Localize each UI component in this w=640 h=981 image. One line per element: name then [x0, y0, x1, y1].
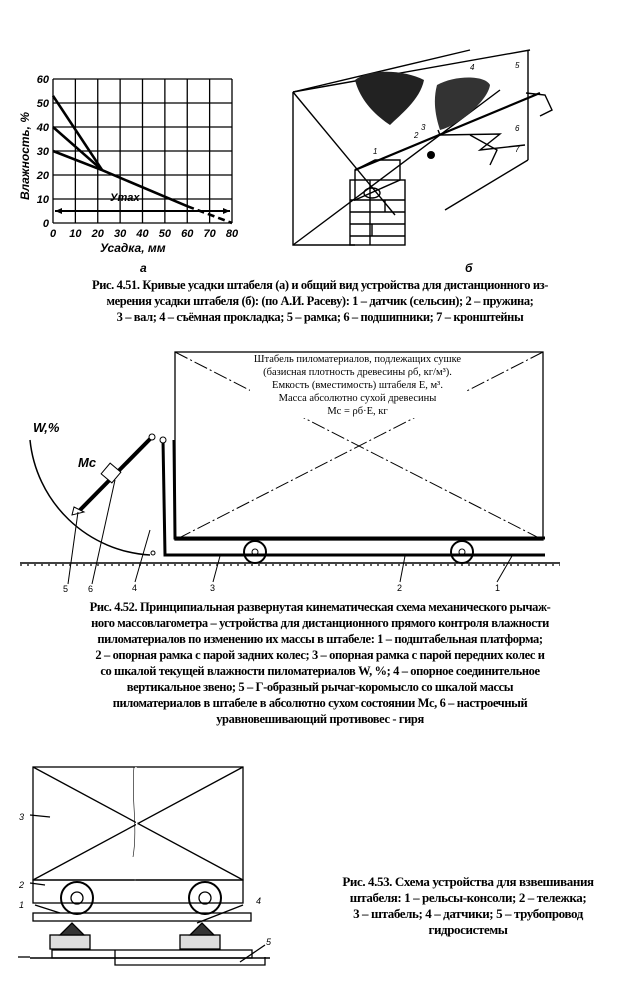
fig451b-label-3: 3	[421, 123, 426, 132]
fig452-label-5: 5	[63, 584, 69, 594]
box-text-line: Штабель пиломатериалов, подлежащих сушке	[253, 354, 462, 365]
x-tick-label: 20	[91, 228, 104, 240]
fig453-label-3: 3	[19, 812, 25, 822]
fig453-label-1: 1	[19, 900, 25, 910]
fig453-label-2: 2	[19, 880, 25, 890]
caption-line: 2 – опорная рамка с парой задних колес; 3 – опорная рамка с парой передних колес и	[95, 648, 545, 662]
subfigure-a-label: а	[140, 261, 147, 275]
caption-line: штабеля: 1 – рельсы-консоли; 2 – тележка;	[349, 890, 587, 905]
dry-mass-label: Mc	[78, 455, 97, 470]
fig451b-label-4: 4	[470, 63, 475, 72]
caption-line: со шкалой текущей влажности пиломатериалов W, %; 4 – опорное соединительное	[100, 664, 540, 678]
x-tick-label: 30	[114, 228, 127, 240]
y-tick-label: 40	[36, 122, 49, 134]
caption-line: Рис. 4.52. Принципиальная развернутая кинематическая схема механического рычаж-	[89, 600, 551, 614]
y-tick-label: 20	[36, 170, 49, 182]
chart-xlabel: Усадка, мм	[100, 241, 166, 255]
fig452-label-2: 2	[397, 583, 403, 593]
box-text-line: Mc = ρб·E, кг	[327, 406, 388, 417]
caption-line: гидросистемы	[428, 922, 508, 937]
fig452-label-4: 4	[132, 583, 138, 593]
x-tick-label: 0	[49, 228, 57, 240]
fig453-caption	[298, 874, 638, 938]
chart-annotation-ymax: Уmax	[110, 192, 140, 204]
y-tick-label: 50	[36, 98, 49, 110]
fig451b-label-1: 1	[373, 147, 378, 156]
y-tick-label: 30	[36, 146, 49, 158]
caption-line: пиломатериалов в штабеле в абсолютно сухом состоянии Mc, 6 – настроечный	[112, 696, 528, 710]
box-text-line: Емкость (вместимость) штабеля Е, м³.	[272, 380, 443, 391]
subfigure-b-label: б	[465, 261, 473, 275]
caption-line: мерения усадки штабеля (б): (по А.И. Расеву): 1 – датчик (сельсин); 2 – пружина;	[106, 294, 534, 308]
x-tick-label: 60	[181, 228, 194, 240]
box-text-line: (базисная плотность древесины ρб, кг/м³).	[263, 367, 452, 378]
chart-ylabel: Влажность, %	[18, 111, 32, 200]
moisture-scale-label: W,%	[33, 420, 60, 435]
fig451b-label-7: 7	[515, 145, 520, 154]
fig452-label-1: 1	[495, 583, 501, 593]
fig453-label-5: 5	[266, 937, 272, 947]
fig453-label-4: 4	[256, 896, 262, 906]
caption-line: Рис. 4.51. Кривые усадки штабеля (а) и общий вид устройства для дистанционного из-	[91, 278, 549, 292]
caption-line: пиломатериалов по изменению их массы в штабеле: 1 – подштабельная платформа;	[97, 632, 543, 646]
x-tick-label: 40	[136, 228, 149, 240]
fig451b-label-2: 2	[414, 131, 419, 140]
fig451b-label-6: 6	[515, 124, 520, 133]
y-tick-label: 0	[42, 218, 49, 230]
x-tick-label: 10	[69, 228, 82, 240]
x-tick-label: 80	[225, 228, 239, 240]
caption-line: Рис. 4.53. Схема устройства для взвешивания	[342, 874, 594, 889]
x-tick-label: 50	[158, 228, 171, 240]
fig452-label-3: 3	[210, 583, 216, 593]
caption-line: 3 – вал; 4 – съёмная прокладка; 5 – рамка; 6 – подшипники; 7 – кронштейны	[116, 310, 524, 324]
caption-line: вертикальное звено; 5 – Г-образный рычаг-коромысло со шкалой массы	[126, 680, 514, 694]
fig451b-label-5: 5	[515, 61, 520, 70]
caption-line: ного массовлагометра – устройства для дистанционного прямого контроля влажности	[91, 616, 549, 630]
y-tick-label: 10	[36, 194, 49, 206]
y-tick-label: 60	[36, 74, 49, 86]
caption-line: уравновешивающий противовес - гиря	[216, 712, 424, 726]
fig452-label-6: 6	[88, 584, 94, 594]
x-tick-label: 70	[203, 228, 216, 240]
box-text-line: Масса абсолютно сухой древесины	[278, 393, 437, 404]
caption-line: 3 – штабель; 4 – датчики; 5 – трубопровод	[353, 906, 583, 921]
